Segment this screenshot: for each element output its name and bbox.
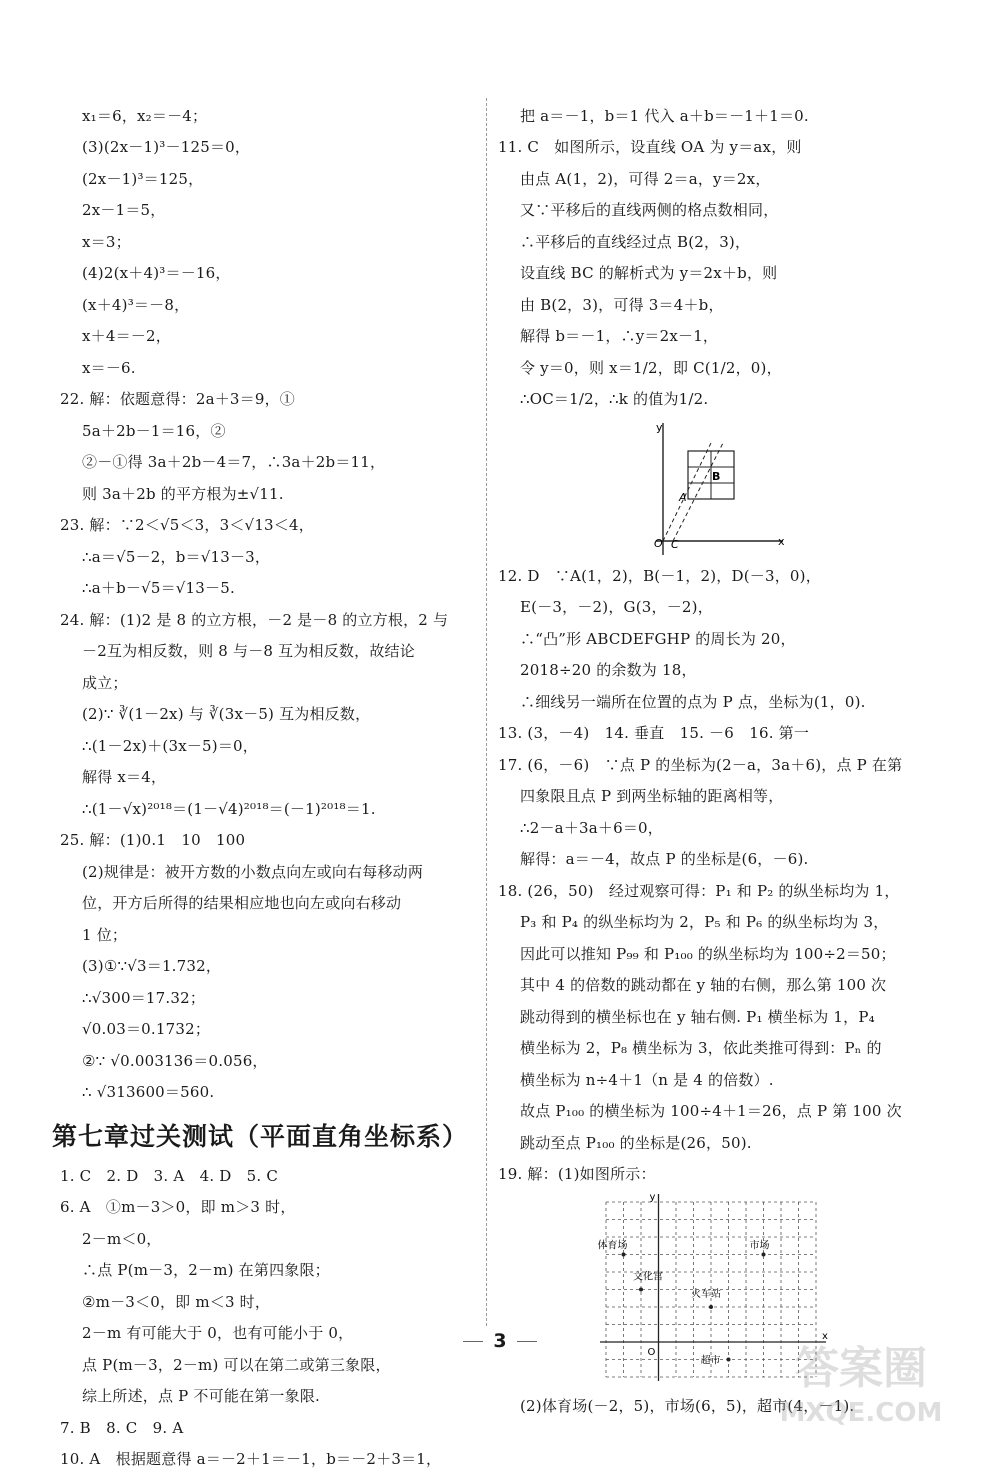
text-line: 位，开方后所得的结果相应地也向左或向右移动 [60,888,480,920]
text-line: 设直线 BC 的解析式为 y＝2x＋b，则 [498,258,928,290]
text-line: 25. 解：(1)0.1 10 100 [60,825,480,857]
text-line: 故点 P₁₀₀ 的横坐标为 100÷4＋1＝26，点 P 第 100 次 [498,1096,928,1128]
text-line: ∴细线另一端所在位置的点为 P 点，坐标为(1，0). [498,686,928,718]
text-line: (x＋4)³＝－8， [60,289,480,321]
text-line: 解得 x＝4， [60,762,480,794]
text-line: x＝3； [60,226,480,258]
text-line: x＝－6. [60,352,480,384]
text-line: 12. D ∵A(1，2)，B(－1，2)，D(－3，0)， [498,560,928,592]
text-line: 2018÷20 的余数为 18， [498,655,928,687]
text-line: ∴a＋b－√5＝√13－5. [60,573,480,605]
text-line: 又∵平移后的直线两侧的格点数相同， [498,195,928,227]
text-line: 横坐标为 2，P₈ 横坐标为 3，依此类推可得到：Pₙ 的 [498,1033,928,1065]
text-line: 令 y＝0，则 x＝1/2，即 C(1/2，0)， [498,352,928,384]
text-line: 5a＋2b－1＝16，② [60,415,480,447]
text-line: ②∵ √0.003136＝0.056， [60,1045,480,1077]
point-b-label: B [712,470,720,483]
text-line: ∴(1－√x)²⁰¹⁸＝(1－√4)²⁰¹⁸＝(－1)²⁰¹⁸＝1. [60,793,480,825]
text-line: 23. 解：∵2＜√5＜3，3＜√13＜4， [60,510,480,542]
station-label: 火车站 [691,1287,721,1300]
text-line: (4)2(x＋4)³＝－16， [60,258,480,290]
text-line: (2x－1)³＝125， [60,163,480,195]
y-axis-label: y [656,421,663,434]
column-divider [486,98,487,1326]
text-line: P₃ 和 P₄ 的纵坐标均为 2，P₅ 和 P₆ 的纵坐标均为 3， [498,907,928,939]
x-axis-label: x [778,535,785,548]
text-line: ②－①得 3a＋2b－4＝7，∴3a＋2b＝11， [60,447,480,479]
text-line: 17. (6，－6) ∵点 P 的坐标为(2－a，3a＋6)，点 P 在第 [498,749,928,781]
text-line: 10. A 根据题意得 a＝－2＋1＝－1，b＝－2＋3＝1， [60,1444,480,1475]
text-line: x₁＝6，x₂＝－4； [60,100,480,132]
stadium-point [622,1253,626,1257]
station-point [709,1305,713,1309]
text-line: 综上所述，点 P 不可能在第一象限. [60,1381,480,1413]
text-line: 2－m＜0， [60,1223,480,1255]
text-line: 因此可以推知 P₉₉ 和 P₁₀₀ 的纵坐标均为 100÷2＝50； [498,938,928,970]
stadium-label: 体育场 [598,1239,628,1252]
text-line: ∴点 P(m－3，2－m) 在第四象限； [60,1255,480,1287]
culture-point [639,1288,643,1292]
supermarket-label: 超市 [701,1354,721,1367]
y-axis-label: y [650,1192,656,1203]
text-line: 1 位； [60,919,480,951]
origin-label: O [648,1347,656,1358]
text-line: 把 a＝－1，b＝1 代入 a＋b＝－1＋1＝0. [498,100,928,132]
text-line: (2)体育场(－2，5)，市场(6，5)，超市(4，－1). [498,1390,928,1422]
text-line: E(－3，－2)，G(3，－2)， [498,592,928,624]
text-line: －2互为相反数，则 8 与－8 互为相反数，故结论 [60,636,480,668]
text-line: ②m－3＜0，即 m＜3 时， [60,1286,480,1318]
text-line: 13. (3，－4) 14. 垂直 15. －6 16. 第一 [498,718,928,750]
text-line: 解得 b＝－1，∴y＝2x－1， [498,321,928,353]
text-line: 成立； [60,667,480,699]
text-line: ∴OC＝1/2，∴k 的值为1/2. [498,384,928,416]
text-line: ∴“凸”形 ABCDEFGHP 的周长为 20， [498,623,928,655]
text-line: 11. C 如图所示，设直线 OA 为 y＝ax，则 [498,132,928,164]
text-line: 18. (26，50) 经过观察可得：P₁ 和 P₂ 的纵坐标均为 1， [498,875,928,907]
text-line: 跳动至点 P₁₀₀ 的坐标是(26，50). [498,1127,928,1159]
text-line: ∴a＝√5－2，b＝√13－3， [60,541,480,573]
right-solutions-a [498,100,928,415]
market-point [762,1253,766,1257]
text-line: 7. B 8. C 9. A [60,1412,480,1444]
right-solutions-b [498,560,928,1190]
text-line: 四象限且点 P 到两坐标轴的距离相等， [498,781,928,813]
text-line: ∴2－a＋3a＋6＝0， [498,812,928,844]
text-line: (2)∵ ∛(1－2x) 与 ∛(3x－5) 互为相反数， [60,699,480,731]
text-line: (2)规律是：被开方数的小数点向左或向右每移动两 [60,856,480,888]
origin-label: O [654,537,663,550]
text-line: (3)①∵√3＝1.732， [60,951,480,983]
text-line: 横坐标为 n÷4＋1（n 是 4 的倍数）. [498,1064,928,1096]
watermark-top: 答案圈 [795,1343,927,1394]
supermarket-point [727,1358,731,1362]
text-line: 6. A ①m－3＞0，即 m＞3 时， [60,1192,480,1224]
text-line: 2x－1＝5， [60,195,480,227]
text-line: 其中 4 的倍数的跳动都在 y 轴的右侧，那么第 100 次 [498,970,928,1002]
point-a-label: A [678,491,687,504]
market-label: 市场 [750,1239,770,1252]
text-line: 24. 解：(1)2 是 8 的立方根，－2 是－8 的立方根，2 与 [60,604,480,636]
figure-q11 [498,415,928,560]
watermark-bottom: MXQE.COM [780,1398,943,1428]
line-oa [663,443,711,541]
text-line: ∴ √313600＝560. [60,1077,480,1109]
text-line: 点 P(m－3，2－m) 可以在第二或第三象限， [60,1349,480,1381]
text-line: 1. C 2. D 3. A 4. D 5. C [60,1160,480,1192]
text-line: 则 3a＋2b 的平方根为±√11. [60,478,480,510]
text-line: 由点 A(1，2)，可得 2＝a，y＝2x， [498,163,928,195]
page-number: 3 [440,1330,560,1352]
text-line: 解得：a＝－4，故点 P 的坐标是(6，－6). [498,844,928,876]
chapter-title: 第七章过关测试（平面直角坐标系） [52,1112,480,1158]
text-line: √0.03＝0.1732； [60,1014,480,1046]
text-line: ∴√300＝17.32； [60,982,480,1014]
watermark-logo [746,1337,976,1429]
text-line: 跳动得到的横坐标也在 y 轴右侧. P₁ 横坐标为 1，P₄ [498,1001,928,1033]
point-c-label: C [671,538,679,551]
chapter-answers [60,1160,480,1475]
text-line: 22. 解：依题意得：2a＋3＝9，① [60,384,480,416]
left-column [60,100,480,1475]
culture-label: 文化宫 [633,1270,663,1283]
text-line: ∴(1－2x)＋(3x－5)＝0， [60,730,480,762]
text-line: 2－m 有可能大于 0，也有可能小于 0， [60,1318,480,1350]
text-line: ∴平移后的直线经过点 B(2，3)， [498,226,928,258]
text-line: 19. 解：(1)如图所示： [498,1159,928,1191]
right-column [498,100,928,1422]
x-axis-label: x [822,1331,828,1342]
text-line: (3)(2x－1)³－125＝0， [60,132,480,164]
text-line: x＋4＝－2， [60,321,480,353]
left-solutions [60,100,480,1108]
graph-q11 [498,415,928,560]
text-line: 由 B(2，3)，可得 3＝4＋b， [498,289,928,321]
